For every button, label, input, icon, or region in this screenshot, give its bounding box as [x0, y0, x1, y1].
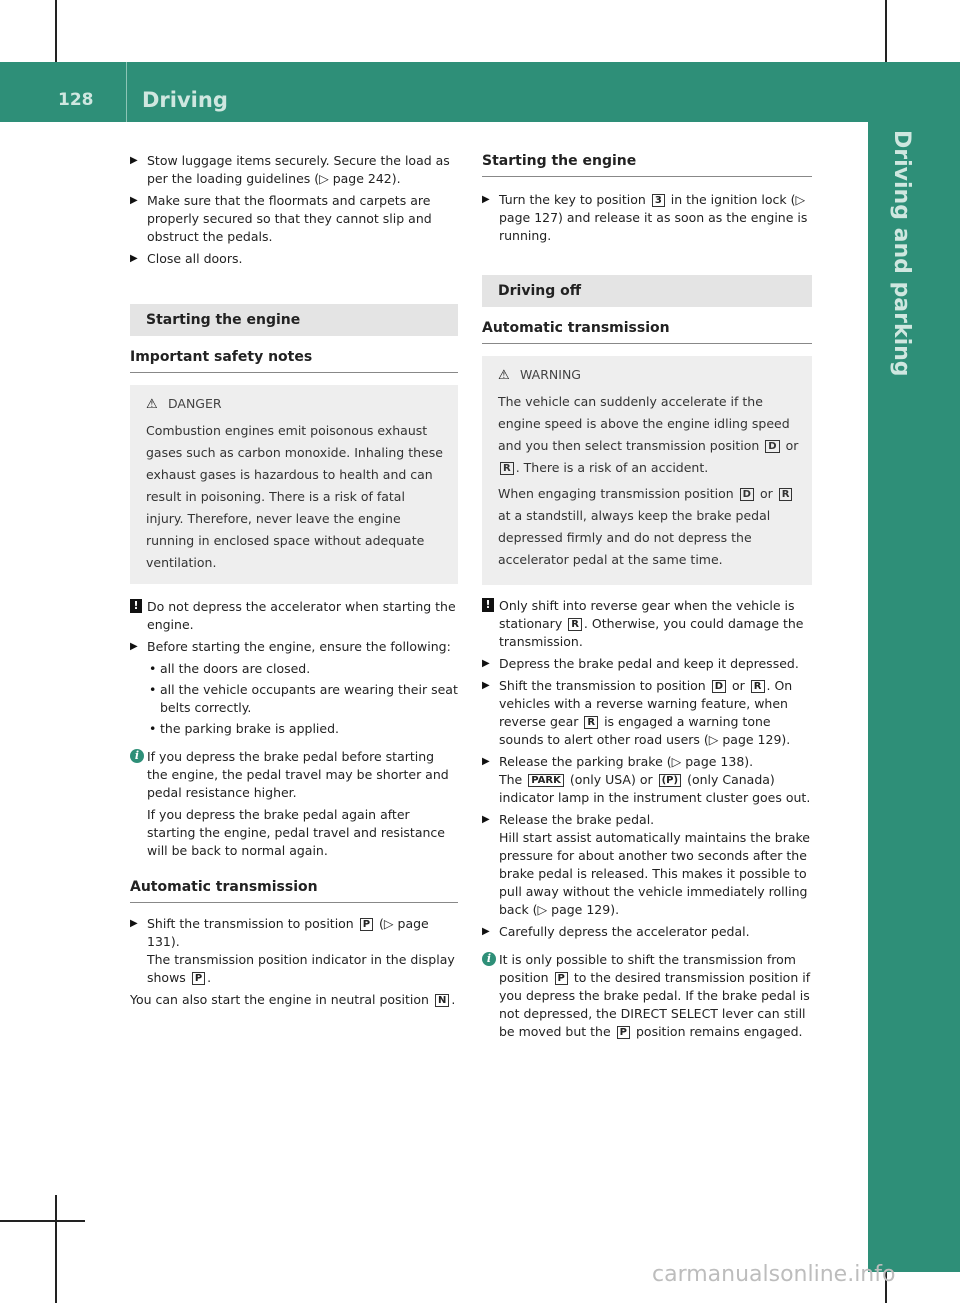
subsection-heading: Automatic transmission: [130, 878, 458, 903]
list-item: [482, 191, 812, 245]
text: is engaged a warning tone sounds to alert other road users (▷ page 129).: [499, 714, 791, 747]
text: Turn the key to position: [499, 192, 646, 207]
text: Release the parking brake (▷ page 138).: [499, 754, 754, 769]
text: position remains engaged.: [635, 1024, 803, 1039]
text: The: [499, 772, 523, 787]
info-note: [130, 748, 458, 860]
subsection-heading: Starting the engine: [482, 152, 812, 177]
gear-key-d: D: [765, 440, 779, 453]
danger-header: [146, 395, 446, 414]
crop-mark: [885, 0, 887, 62]
gear-key-p: P: [360, 918, 373, 931]
text: . Otherwise, you could damage the transmission.: [499, 616, 804, 649]
sub-item: • the parking brake is applied.: [130, 720, 458, 738]
danger-label: DANGER: [168, 396, 222, 411]
text: Shift the transmission to position: [147, 916, 354, 931]
chapter-tab: [868, 122, 960, 1272]
crop-mark: [0, 1220, 85, 1222]
gear-key-r: R: [568, 618, 582, 631]
text: The transmission position indicator in the display shows: [147, 952, 455, 985]
sub-item: • all the doors are closed.: [130, 660, 458, 678]
text: (only USA) or: [569, 772, 653, 787]
exclamation-icon: !: [130, 599, 142, 613]
parking-lamp-usa-icon: PARK: [528, 774, 564, 787]
parking-lamp-canada-icon: (P): [659, 774, 681, 787]
text: On vehicles with a reverse warning feature, when reverse gear: [499, 678, 793, 729]
subsection-heading: Automatic transmission: [482, 319, 812, 344]
text: .: [766, 678, 771, 693]
text: Only shift into reverse gear when the vehicle is stationary: [499, 598, 795, 631]
gear-key-p: P: [617, 1026, 630, 1039]
info-icon: i: [130, 749, 144, 763]
warning-text: [498, 391, 800, 479]
gear-key-r: R: [751, 680, 765, 693]
text: . There is a risk of an accident.: [515, 460, 709, 475]
list-item: [482, 811, 812, 919]
note: [482, 597, 812, 651]
warning-header: [498, 366, 800, 385]
section-title: Driving: [142, 88, 228, 112]
crop-mark: [55, 1195, 57, 1303]
warning-box: [482, 356, 812, 585]
right-column: [482, 152, 812, 1045]
gear-key-d: D: [712, 680, 726, 693]
info-text: If you depress the brake pedal before starting the engine, the pedal travel may be shorter and pedal resistance higher.: [147, 749, 449, 800]
page-number: 128: [58, 90, 94, 110]
text: in the ignition lock (▷ page 127) and release it as soon as the engine is running.: [499, 192, 808, 243]
info-note: [482, 951, 812, 1041]
text: to the desired transmission position if you depress the brake pedal. If the brake pedal is not depressed, the DIRECT SELECT lever can still be moved but the: [499, 970, 811, 1039]
text: When engaging transmission position: [498, 486, 734, 501]
subsection-heading: Important safety notes: [130, 348, 458, 373]
text: or: [759, 486, 773, 501]
text: Release the brake pedal.: [499, 812, 655, 827]
sub-item: • all the vehicle occupants are wearing their seat belts correctly.: [130, 681, 458, 717]
list-item: ▶ Make sure that the floormats and carpets are properly secured so that they cannot slip and obstruct the pedals.: [130, 192, 458, 246]
watermark: carmanualsonline.info: [652, 1262, 896, 1287]
gear-key-n: N: [435, 994, 449, 1007]
note: [130, 598, 458, 634]
text: or: [732, 678, 745, 693]
list-item: ▶ Close all doors.: [130, 250, 458, 268]
text: at a standstill, always keep the brake pedal depressed firmly and do not depress the accelerator pedal at the same time.: [498, 508, 771, 567]
gear-key-r: R: [500, 462, 514, 475]
danger-box: [130, 385, 458, 584]
text: The vehicle can suddenly accelerate if the engine speed is above the engine idling speed and you then select transmission position: [498, 394, 790, 453]
gear-key-p: P: [192, 972, 205, 985]
warning-text: [498, 483, 800, 571]
info-icon: i: [482, 952, 496, 966]
text: Hill start assist automatically maintains the brake pressure for about another two seconds after the brake pedal is released. This makes it possible to pull away without the vehicle immediately rolling back (▷ page 129).: [499, 830, 810, 917]
list-item: [482, 753, 812, 807]
text: You can also start the engine in neutral position: [130, 992, 429, 1007]
list-item: ▶ Shift the transmission to position P (▷ page 131). The transmission position indicator in the display shows P .: [130, 915, 458, 987]
text: (▷ page 131).: [147, 916, 429, 949]
text: Shift the transmission to position: [499, 678, 706, 693]
chapter-title: Driving and parking: [889, 130, 914, 377]
gear-key-d: D: [740, 488, 754, 501]
note-text: Do not depress the accelerator when starting the engine.: [147, 599, 456, 632]
list-item: ▶ Depress the brake pedal and keep it depressed.: [482, 655, 812, 673]
list-item: ▶ Before starting the engine, ensure the following:: [130, 638, 458, 656]
exclamation-icon: !: [482, 598, 494, 612]
danger-text: Combustion engines emit poisonous exhaust gases such as carbon monoxide. Inhaling these exhaust gases is hazardous to health and can result in poisoning. There is a risk of fatal injury. Therefore, never leave the engine running in enclosed space without adequate ventilation.: [146, 423, 443, 570]
gear-key-r: R: [584, 716, 598, 729]
paragraph: You can also start the engine in neutral position N .: [130, 992, 456, 1007]
info-text: If you depress the brake pedal again after starting the engine, pedal travel and resistance will be back to normal again.: [147, 807, 445, 858]
text: (only Canada) indicator lamp in the instrument cluster goes out.: [499, 772, 811, 805]
list-item: ▶ Stow luggage items securely. Secure the load as per the loading guidelines (▷ page 242).: [130, 152, 458, 188]
list-item: [482, 677, 812, 749]
crop-mark: [55, 0, 57, 62]
key-position-3: 3: [652, 194, 665, 207]
warning-triangle-icon: ⚠: [146, 397, 158, 412]
list-item: ▶ Carefully depress the accelerator pedal.: [482, 923, 812, 941]
warning-label: WARNING: [520, 367, 581, 382]
gear-key-r: R: [779, 488, 793, 501]
text: It is only possible to shift the transmission from position: [499, 952, 796, 985]
warning-triangle-icon: ⚠: [498, 368, 510, 383]
header-divider: [126, 62, 127, 122]
text: or: [785, 438, 799, 453]
section-heading-box: Driving off: [482, 275, 812, 307]
gear-key-p: P: [555, 972, 568, 985]
section-heading-box: Starting the engine: [130, 304, 458, 336]
left-column: [130, 152, 458, 1013]
